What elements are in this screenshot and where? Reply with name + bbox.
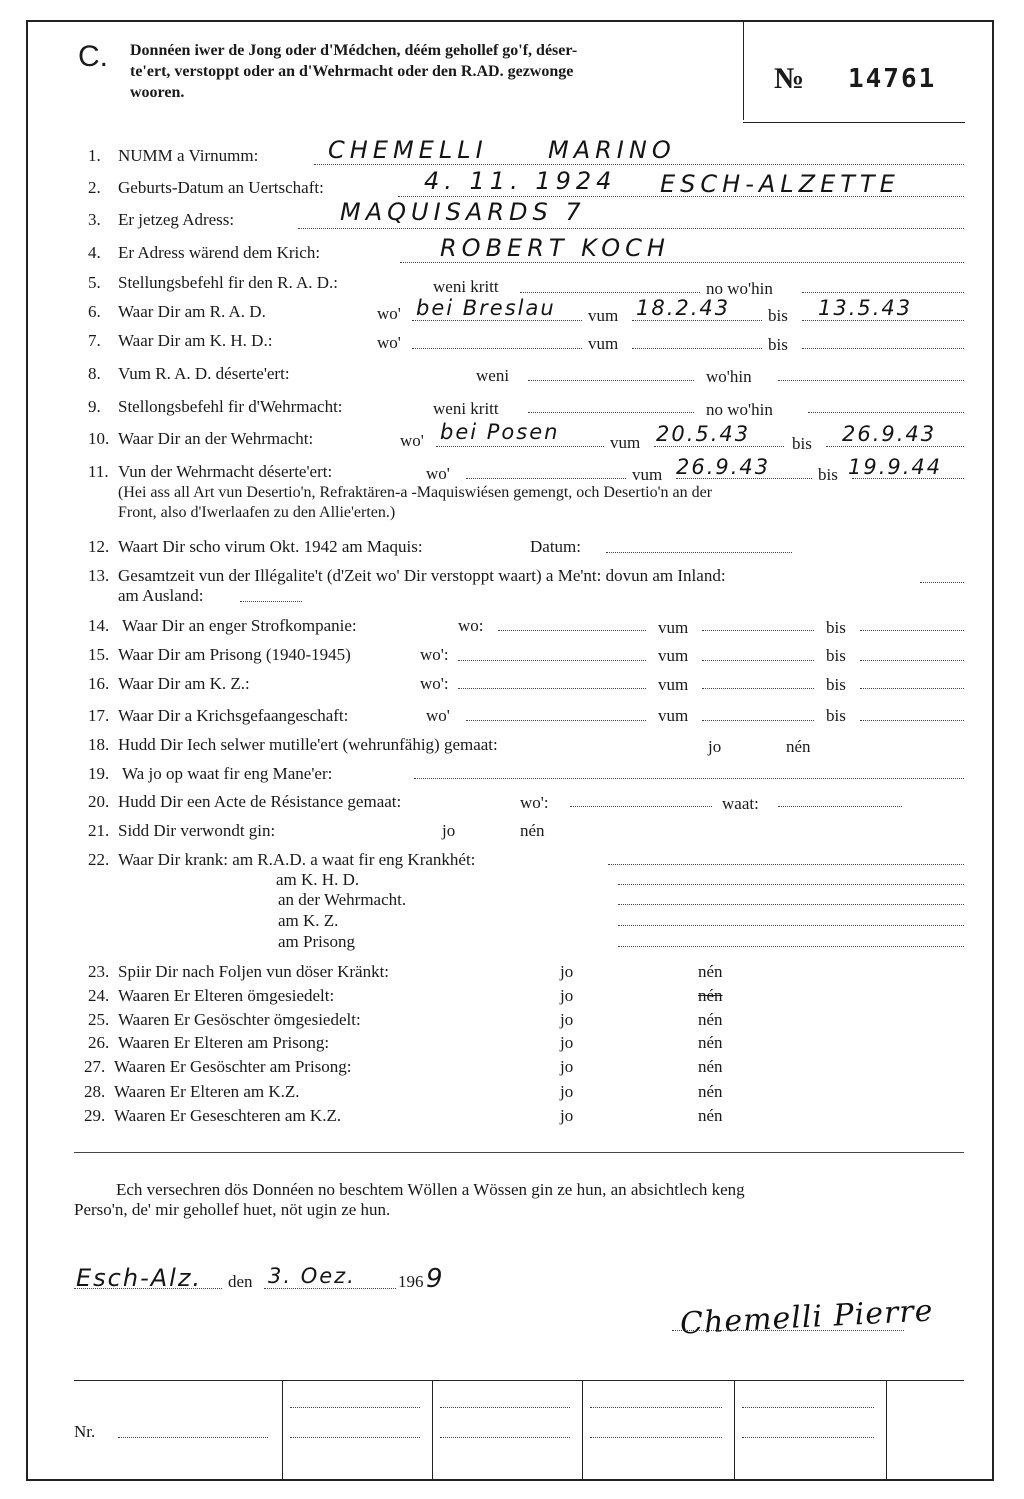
where-label: wo' — [426, 464, 450, 483]
where-label: wo': — [520, 793, 549, 812]
row-number: 2. — [88, 178, 101, 197]
sick-wehrmacht-label: an der Wehrmacht. — [278, 890, 407, 909]
to-label: bis — [826, 618, 846, 637]
field-label-parents-kz: Waaren Er Elteren am K.Z. — [114, 1082, 300, 1101]
to-label: bis — [768, 306, 788, 325]
yes-option: jo — [560, 1010, 574, 1029]
where-label: wo'hin — [706, 367, 752, 386]
to-label: bis — [826, 646, 846, 665]
field-label-siblings-prison: Waaren Er Gesöschter am Prisong: — [114, 1057, 352, 1076]
field-label-penal: Waar Dir an enger Strofkompanie: — [122, 616, 357, 635]
from-label: vum — [610, 433, 641, 452]
table-col-divider — [432, 1380, 433, 1480]
field-line — [314, 164, 964, 165]
header-divider — [743, 20, 744, 120]
row-number: 14. — [88, 616, 110, 635]
no-option: nén — [698, 1082, 723, 1101]
table-col-divider — [282, 1380, 283, 1480]
field-label-pow: Waar Dir a Krichsgefaangeschaft: — [118, 706, 349, 725]
table-col-divider — [734, 1380, 735, 1480]
field-line — [826, 446, 964, 447]
desert-to-value: 19.9.44 — [848, 455, 943, 479]
field-line — [702, 688, 814, 689]
current-address-value: MAQUISARDS 7 — [340, 198, 586, 226]
from-label: vum — [658, 646, 689, 665]
field-line — [802, 348, 964, 349]
field-line — [618, 946, 964, 947]
field-label-kz: Waar Dir am K. Z.: — [118, 674, 250, 693]
to-label: bis — [768, 335, 788, 354]
field-line — [498, 630, 646, 631]
row-number: 6. — [88, 302, 101, 321]
field-line — [400, 262, 964, 263]
sick-prison-label: am Prisong — [278, 932, 355, 951]
yes-option: jo — [560, 1106, 574, 1125]
field-line — [860, 660, 964, 661]
field-label-wehrmacht-desert: Vun der Wehrmacht déserte'ert: — [118, 462, 333, 481]
date-value: 3. Oez. — [268, 1264, 356, 1288]
field-line — [808, 412, 964, 413]
field-label-war-address: Er Adress wärend dem Krich: — [118, 243, 321, 262]
no-option: nén — [698, 962, 723, 981]
field-line — [742, 1407, 874, 1408]
field-line — [778, 380, 964, 381]
field-line — [466, 478, 626, 479]
no-option: nén — [698, 1033, 723, 1052]
where-label: wo': — [420, 645, 449, 664]
no-option-struck: nén — [698, 986, 723, 1005]
field-label-rad-desert: Vum R. A. D. déserte'ert: — [118, 364, 290, 383]
field-line — [860, 630, 964, 631]
field-line — [608, 864, 964, 865]
field-line — [590, 1437, 722, 1438]
field-line — [860, 720, 964, 721]
field-line — [654, 446, 784, 447]
row-number: 23. — [88, 962, 110, 981]
field-line — [412, 320, 582, 321]
field-line — [528, 380, 694, 381]
field-line — [412, 348, 582, 349]
field-label-rad: Waar Dir am R. A. D. — [118, 302, 266, 321]
field-line — [414, 778, 964, 779]
field-label-khd: Waar Dir am K. H. D.: — [118, 331, 273, 350]
from-label: vum — [588, 334, 619, 353]
from-label: vum — [658, 675, 689, 694]
field-line — [118, 1437, 268, 1438]
nr-label: Nr. — [74, 1422, 96, 1441]
yes-option: jo — [560, 986, 574, 1005]
no-option: nén — [698, 1057, 723, 1076]
row-number: 8. — [88, 364, 101, 383]
name-firstname-value: MARINO — [548, 136, 676, 164]
rad-from-value: 18.2.43 — [636, 296, 731, 320]
when-label: weni kritt — [433, 399, 499, 418]
table-col-divider — [582, 1380, 583, 1480]
where-label: no wo'hin — [706, 400, 773, 419]
signature-line — [672, 1330, 904, 1331]
date-prefix-label: den — [228, 1272, 253, 1291]
field-label-name: NUMM a Virnumm: — [118, 146, 259, 165]
where-label: wo' — [426, 706, 450, 725]
field-label-aftereffects: Spiir Dir nach Foljen vun döser Kränkt: — [118, 962, 390, 981]
year-digit-value: 9 — [426, 1264, 445, 1294]
yes-option: jo — [442, 821, 456, 840]
place-value: Esch-Alz. — [76, 1264, 203, 1292]
what-label: waat: — [722, 794, 759, 813]
field-line — [618, 904, 964, 905]
field-label-siblings-kz: Waaren Er Geseschteren am K.Z. — [114, 1106, 342, 1125]
form-letter: C. — [78, 40, 108, 73]
from-label: vum — [658, 706, 689, 725]
field-line — [458, 688, 646, 689]
war-address-value: ROBERT KOCH — [440, 234, 670, 262]
row-number: 25. — [88, 1010, 110, 1029]
row-number: 16. — [88, 674, 110, 693]
to-label: bis — [792, 434, 812, 453]
row-number: 20. — [88, 792, 110, 811]
field-line — [920, 582, 964, 583]
field-line — [702, 720, 814, 721]
field-label-manner: Wa jo op waat fir eng Mane'er: — [122, 764, 333, 783]
yes-option: jo — [560, 1082, 574, 1101]
row-number: 26. — [88, 1033, 110, 1052]
when-label: weni kritt — [433, 277, 499, 296]
field-label-parents-prison: Waaren Er Elteren am Prisong: — [118, 1033, 330, 1052]
abroad-label: am Ausland: — [118, 586, 204, 605]
sick-khd-label: am K. H. D. — [276, 870, 360, 889]
field-line — [632, 348, 762, 349]
field-label-mutilation: Hudd Dir Iech selwer mutille'ert (wehrunfähig) gemaat: — [118, 735, 498, 754]
field-line — [436, 446, 604, 447]
field-label-parents-resettled: Waaren Er Elteren ömgesiedelt: — [118, 986, 335, 1005]
no-option: nén — [698, 1010, 723, 1029]
field-line — [290, 1407, 420, 1408]
field-line — [778, 806, 902, 807]
sick-kz-label: am K. Z. — [278, 911, 339, 930]
row-number: 1. — [88, 146, 101, 165]
row-number: 29. — [84, 1106, 106, 1125]
row-number: 7. — [88, 331, 101, 350]
from-label: vum — [588, 306, 619, 325]
row-number: 19. — [88, 764, 110, 783]
name-surname-value: CHEMELLI — [328, 136, 488, 164]
field-label-resistance: Hudd Dir een Acte de Résistance gemaat: — [118, 792, 402, 811]
from-label: vum — [658, 618, 689, 637]
signature: Chemelli Pierre — [679, 1293, 935, 1342]
form-number: 14761 — [848, 64, 937, 94]
field-line — [298, 228, 964, 229]
no-option: nén — [698, 1106, 723, 1125]
field-line — [618, 925, 964, 926]
row-number: 5. — [88, 273, 101, 292]
yes-option: jo — [708, 737, 722, 756]
row-number: 10. — [88, 429, 110, 448]
header-line-3: wooren. — [130, 84, 185, 101]
row-number: 4. — [88, 243, 101, 262]
table-col-divider — [886, 1380, 887, 1480]
row-number: 3. — [88, 210, 101, 229]
row-number: 22. — [88, 850, 110, 869]
birth-date-value: 4. 11. 1924 — [424, 167, 617, 195]
yes-option: jo — [560, 1057, 574, 1076]
field-line — [440, 1437, 570, 1438]
field-label-siblings-resettled: Waaren Er Gesöschter ömgesiedelt: — [118, 1010, 361, 1029]
where-label: wo: — [458, 616, 484, 635]
field-line — [74, 1288, 222, 1289]
birth-place-value: ESCH-ALZETTE — [660, 170, 900, 198]
wehrmacht-place-value: bei Posen — [440, 420, 560, 444]
to-label: bis — [818, 465, 838, 484]
row-number: 11. — [88, 462, 109, 481]
rad-place-value: bei Breslau — [416, 296, 556, 320]
wehrmacht-from-value: 20.5.43 — [656, 422, 751, 446]
to-label: bis — [826, 706, 846, 725]
row-number: 13. — [88, 566, 110, 585]
field-line — [264, 1288, 396, 1289]
where-label: wo' — [377, 333, 401, 352]
header-line-2: te'ert, verstoppt oder an d'Wehrmacht oder den R.AD. gezwonge — [130, 63, 574, 80]
field-line — [802, 292, 964, 293]
rad-to-value: 13.5.43 — [818, 296, 913, 320]
field-line — [520, 292, 700, 293]
field-label-prison: Waar Dir am Prisong (1940-1945) — [118, 645, 351, 664]
where-label: wo': — [420, 674, 449, 693]
row-number: 24. — [88, 986, 110, 1005]
field-line — [290, 1437, 420, 1438]
date-label: Datum: — [530, 537, 581, 556]
where-label: wo' — [377, 304, 401, 323]
header-line-1: Donnéen iwer de Jong oder d'Médchen, déém gehollef go'f, déser- — [130, 42, 578, 59]
field-label-wehrmacht: Waar Dir an der Wehrmacht: — [118, 429, 314, 448]
yes-option: jo — [560, 962, 574, 981]
to-label: bis — [826, 675, 846, 694]
field-label-rad-order: Stellungsbefehl fir den R. A. D.: — [118, 273, 339, 292]
field-line — [742, 1437, 874, 1438]
number-symbol: № — [774, 62, 805, 95]
where-label: wo' — [400, 431, 424, 450]
desertion-note-1: (Hei ass all Art vun Desertio'n, Refraktären-a -Maquiswiésen gemengt, och Desertio'n an der — [118, 484, 713, 501]
field-line — [458, 660, 646, 661]
field-label-birth: Geburts-Datum an Uertschaft: — [118, 178, 324, 197]
field-label-wehrmacht-order: Stellongsbefehl fir d'Wehrmacht: — [118, 397, 343, 416]
field-line — [702, 630, 814, 631]
field-line — [590, 1407, 722, 1408]
field-line — [802, 320, 964, 321]
where-label: no wo'hin — [706, 279, 773, 298]
from-label: vum — [632, 465, 663, 484]
row-number: 9. — [88, 397, 101, 416]
field-line — [528, 412, 694, 413]
no-option: nén — [786, 737, 811, 756]
year-prefix: 196 — [398, 1272, 424, 1291]
field-line — [606, 552, 792, 553]
field-line — [440, 1407, 570, 1408]
row-number: 18. — [88, 735, 110, 754]
declaration-line-1: Ech versechren dös Donnéen no beschtem Wöllen a Wössen gin ze hun, an absichtlech keng — [116, 1180, 745, 1199]
field-line — [570, 806, 712, 807]
row-number: 21. — [88, 821, 110, 840]
wehrmacht-to-value: 26.9.43 — [842, 422, 937, 446]
yes-option: jo — [560, 1033, 574, 1052]
section-divider — [74, 1152, 964, 1153]
row-number: 17. — [88, 706, 110, 725]
field-line — [240, 601, 302, 602]
field-line — [632, 320, 762, 321]
no-option: nén — [520, 821, 545, 840]
declaration-line-2: Perso'n, de' mir gehollef huet, nöt ugin ze hun. — [74, 1200, 391, 1219]
row-number: 27. — [84, 1057, 106, 1076]
row-number: 12. — [88, 537, 110, 556]
when-label: weni — [476, 366, 510, 385]
field-label-wounded: Sidd Dir verwondt gin: — [118, 821, 276, 840]
field-label-address: Er jetzeg Adress: — [118, 210, 235, 229]
desertion-note-2: Front, also d'Iwerlaafen zu den Allie'erten.) — [118, 504, 396, 521]
row-number: 15. — [88, 645, 110, 664]
desert-from-value: 26.9.43 — [676, 455, 771, 479]
header-underline — [743, 122, 965, 123]
row-number: 28. — [84, 1082, 106, 1101]
field-line — [860, 688, 964, 689]
table-top-border — [74, 1380, 964, 1381]
field-label-sick: Waar Dir krank: am R.A.D. a waat fir eng Krankhét: — [118, 850, 476, 869]
field-label-maquis: Waart Dir scho virum Okt. 1942 am Maquis: — [118, 537, 423, 556]
field-line — [618, 884, 964, 885]
field-line — [466, 720, 646, 721]
field-line — [702, 660, 814, 661]
field-label-illegality: Gesamtzeit vun der Illégalite't (d'Zeit wo' Dir verstoppt waart) a Me'nt: dovun am Inland: — [118, 566, 726, 585]
